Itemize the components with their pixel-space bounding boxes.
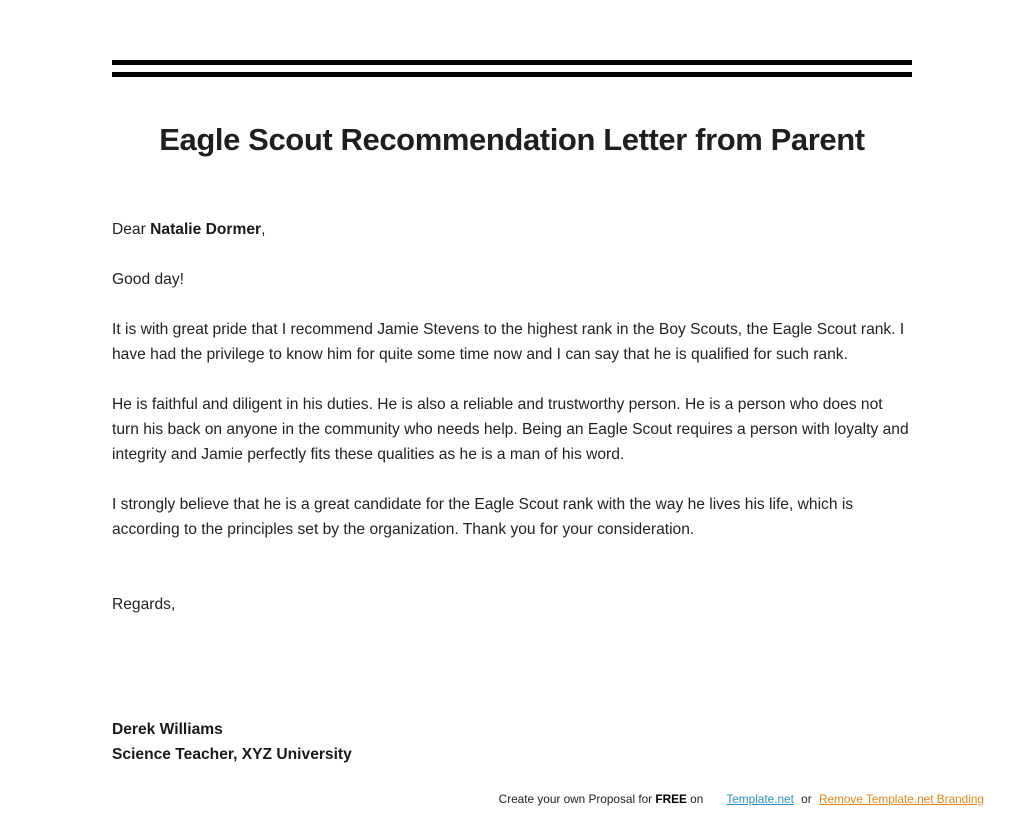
footer-text: Create your own Proposal for (498, 792, 656, 806)
footer-on: on (686, 792, 704, 806)
template-net-link[interactable]: Template.net (726, 792, 794, 806)
remove-branding-link[interactable]: Remove Template.net Branding (818, 792, 984, 806)
footer-free: FREE (655, 792, 687, 806)
page-title: Eagle Scout Recommendation Letter from Parent (159, 122, 865, 157)
header-rule-thin (112, 72, 912, 77)
branding-footer (499, 792, 984, 806)
body-paragraph-3: I strongly believe that he is a great candidate for the Eagle Scout rank with the way he lives his life, which is according to the principles set by the organization. Thank you for your consideration. (112, 496, 854, 538)
header-rule-thick (112, 60, 912, 65)
salutation (112, 217, 916, 242)
salutation-prefix: Dear (112, 221, 151, 238)
closing: Regards, (112, 596, 176, 613)
footer-or: or (801, 792, 812, 806)
body-paragraph-1: It is with great pride that I recommend Jamie Stevens to the highest rank in the Boy Scouts, the Eagle Scout rank. I have had the privilege to know him for quite some time now and I can say that he is qualified for such rank. (112, 321, 905, 363)
signer-name: Derek Williams (112, 721, 223, 738)
greeting: Good day! (112, 271, 184, 288)
body-paragraph-2: He is faithful and diligent in his duties. He is also a reliable and trustworthy person. He is a person who does not turn his back on anyone in the community who needs help. Being an Eagle Scout requires a person with loyalty and integrity and Jamie perfectly fits these qualities as he is a man of his word. (112, 396, 909, 463)
signer-title: Science Teacher, XYZ University (112, 746, 352, 763)
recipient-name: Natalie Dormer (150, 221, 262, 238)
salutation-suffix: , (261, 221, 266, 238)
